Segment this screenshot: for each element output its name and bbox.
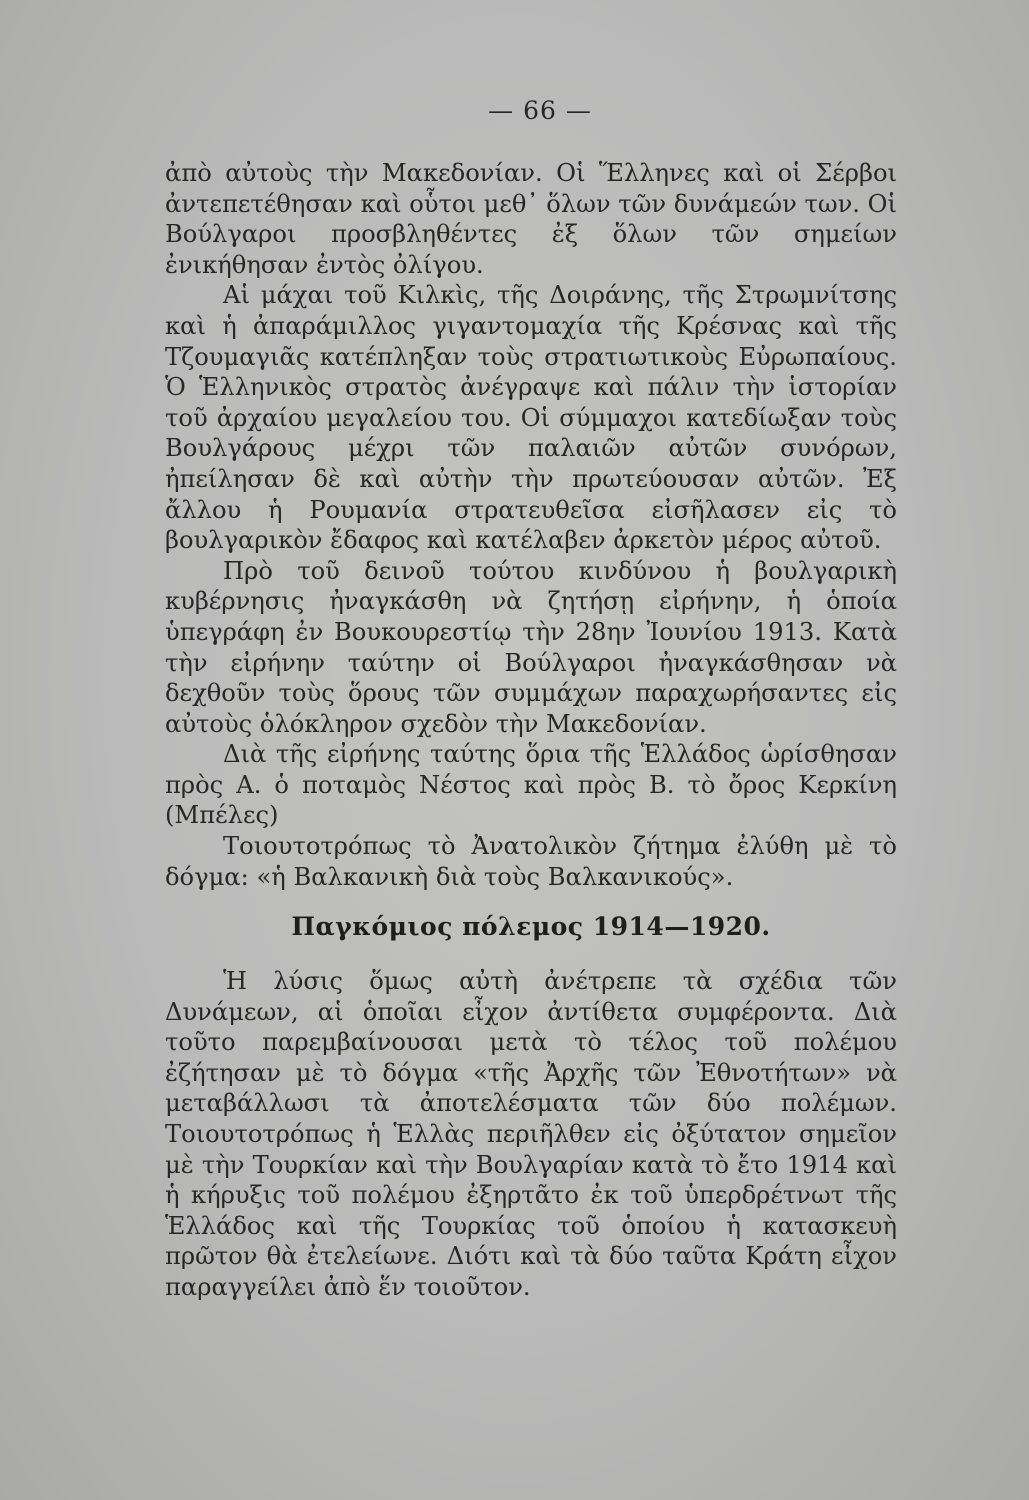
- section-heading: Παγκόμιος πόλεμος 1914—1920.: [291, 912, 771, 941]
- paragraph: Διὰ τῆς εἰρήνης ταύτης ὅρια τῆς Ἑλλάδος ὡρίσθησαν πρὸς Α. ὁ ποταμὸς Νέστος καὶ πρὸς Β. τὸ ὄρος Κερκίνη (Μπέλες): [165, 740, 897, 830]
- text-block-top: [165, 158, 897, 892]
- paragraph: Τοιουτοτρόπως τὸ Ἀνατολικὸν ζήτημα ἐλύθη μὲ τὸ δόγμα: «ἡ Βαλκανικὴ διὰ τοὺς Βαλκανικούς».: [165, 832, 897, 891]
- text-block-bottom: [165, 966, 897, 1303]
- paragraph: Αἱ μάχαι τοῦ Κιλκὶς, τῆς Δοιράνης, τῆς Στρωμνίτσης καὶ ἡ ἀπαράμιλλος γιγαντομαχία τῆς Κρέσνας καὶ τῆς Τζουμαγιᾶς κατέπληξαν τοὺς στρατιωτικοὺς Εὐρωπαίους. Ὁ Ἑλληνικὸς στρατὸς ἀνέγραψε καὶ πάλιν τὴν ἱστορίαν τοῦ ἀρχαίου μεγαλείου του. Οἱ σύμμαχοι κατεδίωξαν τοὺς Βουλγάρους μέχρι τῶν παλαιῶν αὐτῶν συνόρων, ἠπείλησαν δὲ καὶ αὐτὴν τὴν πρωτεύουσαν αὐτῶν. Ἐξ ἄλλου ἡ Ρουμανία στρατευθεῖσα εἰσῆλασεν εἰς τὸ βουλγαρικὸν ἔδαφος καὶ κατέλαβεν ἀρκετὸν μέρος αὐτοῦ.: [165, 281, 897, 555]
- paragraph: Πρὸ τοῦ δεινοῦ τούτου κινδύνου ἡ βουλγαρικὴ κυβέρνησις ἠναγκάσθη νὰ ζητήσῃ εἰρήνην, ἡ ὁποία ὑπεγράφη ἐν Βουκουρεστίῳ τὴν 28ην Ἰουνίου 1913. Κατὰ τὴν εἰρήνην ταύτην οἱ Βούλγαροι ἠναγκάσθησαν νὰ δεχθοῦν τοὺς ὅρους τῶν συμμάχων παραχωρήσαντες εἰς αὐτοὺς ὁλόκληρον σχεδὸν τὴν Μακεδονίαν.: [165, 556, 897, 738]
- page-number: — 66 —: [488, 96, 592, 125]
- paragraph: ἀπὸ αὐτοὺς τὴν Μακεδονίαν. Οἱ Ἕλληνες καὶ οἱ Σέρβοι ἀντεπετέθησαν καὶ οὗτοι μεθ᾽ ὅλων τῶν δυνάμεών των. Οἱ Βούλγαροι προσβληθέντες ἐξ ὅλων τῶν σημείων ἐνικήθησαν ἐντὸς ὀλίγου.: [165, 159, 897, 279]
- paragraph: Ἡ λύσις ὅμως αὐτὴ ἀνέτρεπε τὰ σχέδια τῶν Δυνάμεων, αἱ ὁποῖαι εἶχον ἀντίθετα συμφέροντα. Διὰ τοῦτο παρεμβαίνουσαι μετὰ τὸ τέλος τοῦ πολέμου ἐζήτησαν μὲ τὸ δόγμα «τῆς Ἀρχῆς τῶν Ἐθνοτήτων» νὰ μεταβάλλωσι τὰ ἀποτελέσματα τῶν δύο πολέμων. Τοιουτοτρόπως ἡ Ἑλλὰς περιῆλθεν εἰς ὀξύτατον σημεῖον μὲ τὴν Τουρκίαν καὶ τὴν Βουλγαρίαν κατὰ τὸ ἔτο 1914 καὶ ἡ κήρυξις τοῦ πολέμου ἐξηρτᾶτο ἐκ τοῦ ὑπερδρέτνωτ τῆς Ἑλλάδος καὶ τῆς Τουρκίας τοῦ ὁποίου ἡ κατασκευὴ πρῶτον θὰ ἐτελείωνε. Διότι καὶ τὰ δύο ταῦτα Κράτη εἶχον παραγγείλει ἀπὸ ἕν τοιοῦτον.: [165, 967, 897, 1301]
